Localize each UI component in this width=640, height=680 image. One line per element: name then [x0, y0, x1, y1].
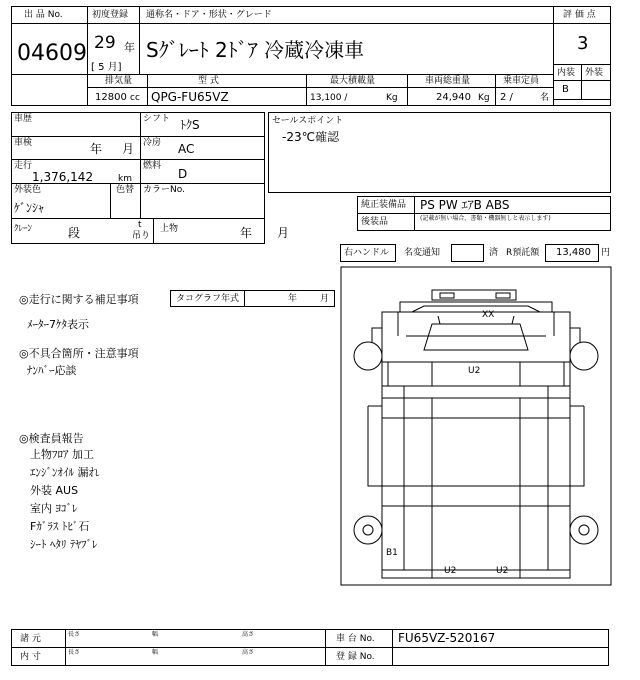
displacement-value: 12800: [95, 92, 127, 103]
interior-dim-label: 内 寸: [20, 652, 41, 662]
lot-number: 04609: [17, 41, 87, 66]
first-registration-label: 初度登録: [92, 10, 129, 20]
tachograph-label: タコグラフ年式: [176, 294, 240, 304]
upper-body-month: 月: [277, 226, 290, 240]
damage-mark-u2-rear-right: U2: [496, 566, 509, 576]
genuine-equipment-label: 純正装備品: [361, 200, 407, 210]
fuel: D: [178, 167, 188, 181]
exterior-color: ｹﾞﾝｼｬ: [14, 201, 45, 215]
model-type-label: 型 式: [198, 76, 219, 86]
capacity: 2 /: [500, 92, 513, 103]
recycle-deposit-label: R預託額: [506, 248, 540, 258]
inspector-item: 外装 AUS: [30, 484, 79, 497]
rating-label: 評 価 点: [563, 10, 596, 20]
mileage-label: 走行: [14, 161, 33, 171]
driving-notes-label: ◎走行に関する補足事項: [19, 293, 139, 306]
inspection-month: 月: [122, 142, 135, 156]
interior-length-label: 長さ: [68, 649, 81, 656]
crane-hang: 吊り: [132, 231, 151, 241]
vehicle-diagram: [340, 266, 612, 586]
registration-month: [ 5 月]: [91, 62, 122, 73]
crane-label: ｸﾚｰﾝ: [14, 224, 33, 234]
exterior-grade-label: 外装: [585, 68, 604, 78]
inspector-report-label: ◎検査員報告: [19, 432, 84, 445]
length-label: 長さ: [68, 631, 81, 638]
displacement-unit: cc: [130, 93, 140, 103]
interior-width-label: 幅: [152, 649, 159, 656]
name-change-box: [451, 244, 484, 262]
right-handle: 右ハンドル: [344, 248, 390, 258]
damage-mark-b1: B1: [386, 548, 398, 558]
aftermarket-note: (記載が無い場合、書類・機器無しと表示します): [420, 215, 551, 222]
inspection-label: 車検: [14, 138, 33, 148]
registration-year-unit: 年: [124, 41, 135, 54]
sales-point-label: セールスポイント: [272, 116, 344, 126]
inspector-item: 室内 ﾖｺﾞﾚ: [30, 502, 78, 515]
gross-weight-unit: Kg: [478, 93, 490, 103]
ac-label: 冷房: [143, 138, 162, 148]
color-number-label: カラーNo.: [143, 185, 185, 195]
recycle-deposit: 13,480: [556, 247, 591, 258]
crane-stage: 段: [68, 226, 81, 240]
history-label: 車歴: [14, 114, 33, 124]
registration-year: 29: [94, 33, 116, 53]
mileage-unit: km: [118, 174, 132, 184]
inspector-item: Fｶﾞﾗｽ ﾄﾋﾞ石: [30, 520, 90, 533]
recycle-unit: 円: [601, 248, 611, 258]
mileage: 1,376,142: [32, 170, 94, 184]
upper-body-label: 上物: [160, 224, 179, 234]
lot-number-label: 出 品 No.: [24, 10, 63, 20]
damage-mark-xx: XX: [482, 310, 495, 320]
inspection-year: 年: [90, 142, 103, 156]
specs-footer-label: 諸 元: [20, 634, 41, 644]
color-change-label: 色替: [116, 185, 135, 195]
name-change-label: 名変通知: [404, 248, 441, 258]
chassis-number-label: 車 台 No.: [336, 634, 375, 644]
model-name-label: 通称名・ドア・形状・グレード: [146, 10, 272, 20]
gross-weight-label: 車両総重量: [425, 76, 471, 86]
max-load-label: 最大積載量: [330, 76, 376, 86]
interior-grade-label: 内装: [557, 68, 576, 78]
ac: AC: [178, 142, 195, 156]
damage-mark-u2-rear-left: U2: [444, 566, 457, 576]
width-label: 幅: [152, 631, 159, 638]
fuel-label: 燃料: [143, 161, 162, 171]
inspector-item: ｼｰﾄ ﾍﾀﾘ ﾃﾔﾌﾞﾚ: [30, 538, 98, 551]
truck-outline-drawing: [340, 266, 612, 586]
sales-point: -23℃確認: [282, 130, 340, 144]
height-label: 高さ: [242, 631, 255, 638]
genuine-equipment: PS PW ｴｱB ABS: [420, 198, 510, 212]
shift: ﾄｸS: [180, 118, 200, 132]
capacity-label: 乗車定員: [503, 76, 540, 86]
shift-label: シフト: [143, 114, 171, 124]
exterior-color-label: 外装色: [14, 185, 42, 195]
registration-number-label: 登 録 No.: [336, 652, 375, 662]
model-type: QPG-FU65VZ: [151, 90, 229, 104]
damage-mark-u2-cab: U2: [468, 366, 481, 376]
interior-grade: B: [562, 84, 569, 95]
tachograph-year: 年: [288, 294, 298, 304]
max-load: 13,100 /: [310, 93, 348, 103]
inspector-item: 上物ﾌﾛｱ 加工: [30, 448, 94, 461]
driving-note: ﾒｰﾀｰ7ｹﾀ表示: [27, 318, 89, 331]
interior-height-label: 高さ: [242, 649, 255, 656]
capacity-unit: 名: [540, 93, 550, 103]
overall-rating: 3: [577, 33, 589, 54]
chassis-number: FU65VZ-520167: [398, 631, 496, 645]
crane-ton: t: [138, 220, 142, 230]
max-load-unit: Kg: [386, 93, 398, 103]
inspector-item: ｴﾝｼﾞﾝｵｲﾙ 漏れ: [30, 466, 100, 479]
displacement-label: 排気量: [105, 76, 133, 86]
model-name: Sｸﾞﾚｰﾄ 2ﾄﾞｱ 冷蔵冷凍車: [146, 38, 365, 62]
gross-weight: 24,940: [436, 92, 471, 103]
defects-label: ◎不具合箇所・注意事項: [19, 347, 139, 360]
aftermarket-label: 後装品: [361, 217, 389, 227]
defects-note: ﾅﾝﾊﾞｰ応談: [27, 364, 77, 377]
recycle-status: 済: [489, 248, 499, 258]
upper-body-year: 年: [240, 226, 253, 240]
tachograph-month: 月: [320, 294, 330, 304]
